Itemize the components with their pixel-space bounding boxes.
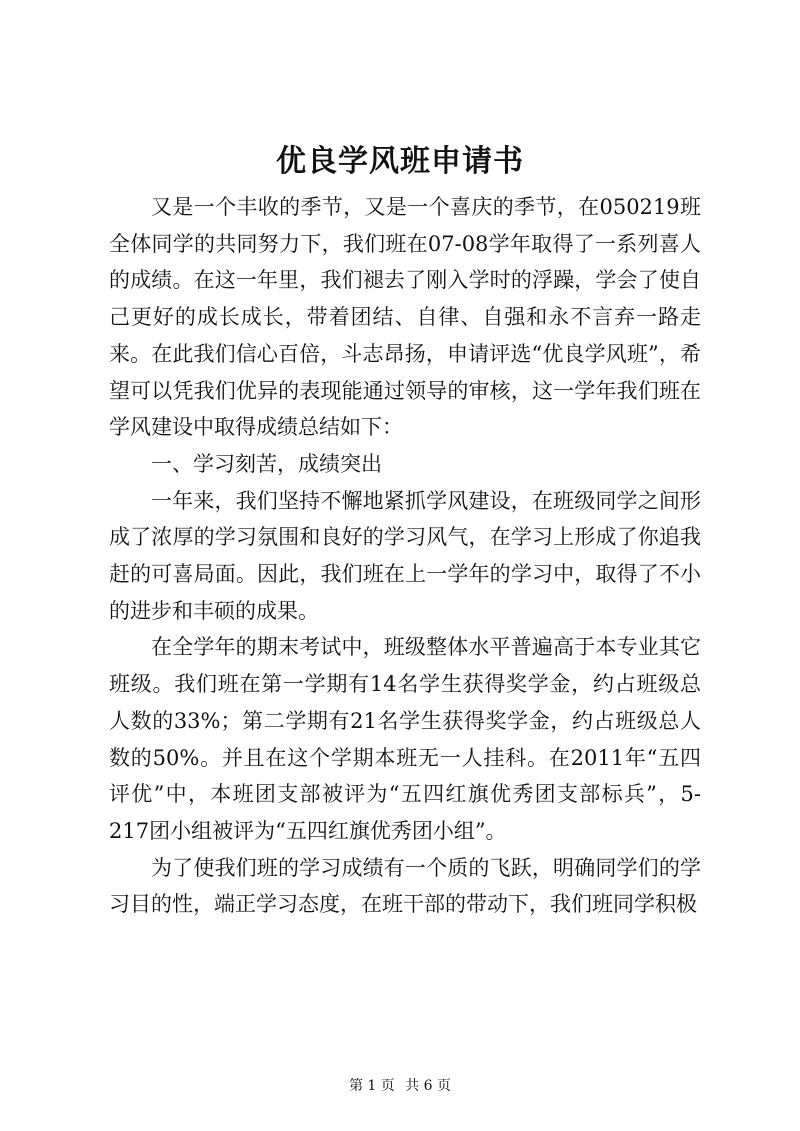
paragraph-study-goal: 为了使我们班的学习成绩有一个质的飞跃，明确同学们的学习目的性，端正学习态度，在班干部的带动下，我们班同学积极 [109, 855, 701, 917]
document-title: 优良学风班申请书 [276, 144, 524, 179]
paragraph-intro: 又是一个丰收的季节，又是一个喜庆的季节，在050219班全体同学的共同努力下，我们班在07-08学年取得了一系列喜人的成绩。在这一年里，我们褪去了刚入学时的浮躁，学会了使自己更好的成长成长，带着团结、自律、自强和永不言弃一路走来。在此我们信心百倍，斗志昂扬，申请评选“优良学风班”，希望可以凭我们优异的表现能通过领导的审核，这一学年我们班在学风建设中取得成绩总结如下： [109, 195, 701, 440]
page-number: 第 1 页 [348, 1078, 395, 1094]
document-body [109, 189, 701, 923]
page-footer [0, 1076, 800, 1096]
paragraph-exam-results: 在全学年的期末考试中，班级整体水平普遍高于本专业其它班级。我们班在第一学期有14名学生获得奖学金，约占班级总人数的33%；第二学期有21名学生获得奖学金，约占班级总人数的50%。并且在这个学期本班无一人挂科。在2011年“五四评优”中，本班团支部被评为“五四红旗优秀团支部标兵”，5-217团小组被评为“五四红旗优秀团小组”。 [109, 635, 701, 843]
paragraph-study-atmosphere: 一年来，我们坚持不懈地紧抓学风建设，在班级同学之间形成了浓厚的学习氛围和良好的学习风气，在学习上形成了你追我赶的可喜局面。因此，我们班在上一学年的学习中，取得了不小的进步和丰硕的成果。 [109, 488, 701, 623]
section-heading-1: 一、学习刻苦，成绩突出 [151, 451, 382, 476]
page-total: 共 6 页 [405, 1078, 452, 1094]
